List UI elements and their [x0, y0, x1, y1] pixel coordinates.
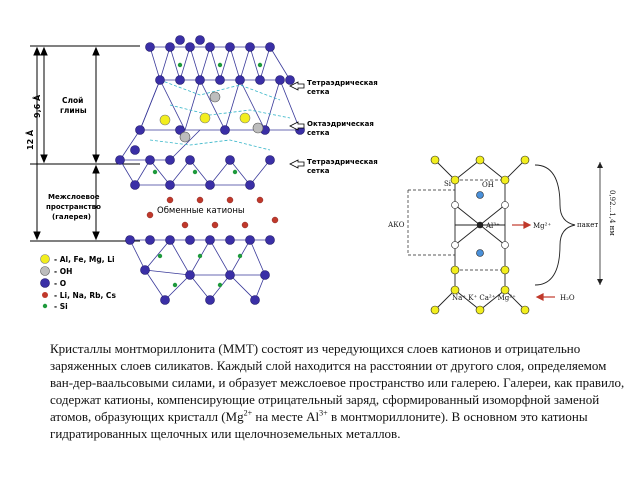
tetra-top-label: Тетраэдрическая сетка	[307, 79, 378, 96]
legend-swatch-li	[42, 292, 48, 298]
sheet-arrows	[290, 82, 304, 168]
substitution-arrows	[512, 222, 555, 300]
clay-structure-diagram	[25, 36, 378, 312]
legend-label-o: - O	[54, 279, 67, 288]
al-label: Al³⁺	[486, 222, 500, 230]
cations-label: Na⁺ K⁺ Ca²⁺ Mg²⁺	[452, 294, 516, 302]
legend-swatch-o	[41, 279, 50, 288]
exchange-cations-label: Обменные катионы	[157, 206, 245, 216]
clay-layer-label-line1: Слой	[62, 96, 84, 105]
caption-part1: Кристаллы монтмориллонита (ММТ) состоят из чередующихся слоев катионов и отрицательно заряженных слоев силикатов. Каждый слой находится на расстоянии от другого слоя, определяемом ван-дер-ваальсовыми силами, и образует межслоевое пространство или галерею. Галереи, как правило, содержат катионы, компенсирующие отрицательный заряд, сформированный изоморфной заменой атомов, образующих кристалл (Mg	[50, 341, 625, 424]
crystal-lattice	[120, 47, 300, 300]
legend-swatch-si	[43, 304, 47, 308]
clay-layer-label-line2: глины	[60, 106, 87, 115]
oh-label: OH	[482, 181, 494, 189]
legend-label-si: - Si	[54, 302, 68, 311]
caption-sup-al: 3+	[319, 408, 328, 418]
packet-label: пакет	[577, 221, 599, 229]
dim-96a-label: 9,6 Å	[33, 94, 42, 118]
caption-part2: на месте Al	[252, 409, 320, 424]
tetra-bottom-label: Тетраэдрическая сетка	[307, 158, 378, 175]
si-label: Si	[444, 180, 452, 188]
mg-label: Mg²⁺	[533, 222, 552, 230]
caption-paragraph	[50, 340, 630, 442]
clay-layer-label	[60, 96, 87, 115]
packet-schematic	[388, 156, 616, 314]
lattice-dashed-bonds	[150, 80, 290, 150]
thickness-label: 0,92...1,4 нм	[608, 190, 616, 236]
caption-part3: в монтмориллоните). В основном это катионы гидратированных щелочных или щелочноземельных металлов.	[50, 409, 588, 441]
ako-label: АКО	[388, 221, 405, 229]
dim-12a-label: 12 Å	[26, 129, 35, 150]
legend-label-al: - Al, Fe, Mg, Li	[54, 255, 115, 264]
legend	[41, 255, 117, 312]
h2o-label: H₂O	[560, 294, 575, 302]
caption-sup-mg: 2+	[243, 408, 253, 418]
dimension-lines	[30, 46, 140, 241]
legend-label-li: - Li, Na, Rb, Cs	[54, 291, 116, 300]
legend-swatch-al	[41, 255, 50, 264]
interlayer-label: Межслоевое пространство (галерея)	[46, 193, 101, 221]
legend-label-oh: - OH	[54, 267, 73, 276]
legend-swatch-oh	[41, 267, 50, 276]
octa-label: Октаэдрическая сетка	[307, 120, 374, 137]
